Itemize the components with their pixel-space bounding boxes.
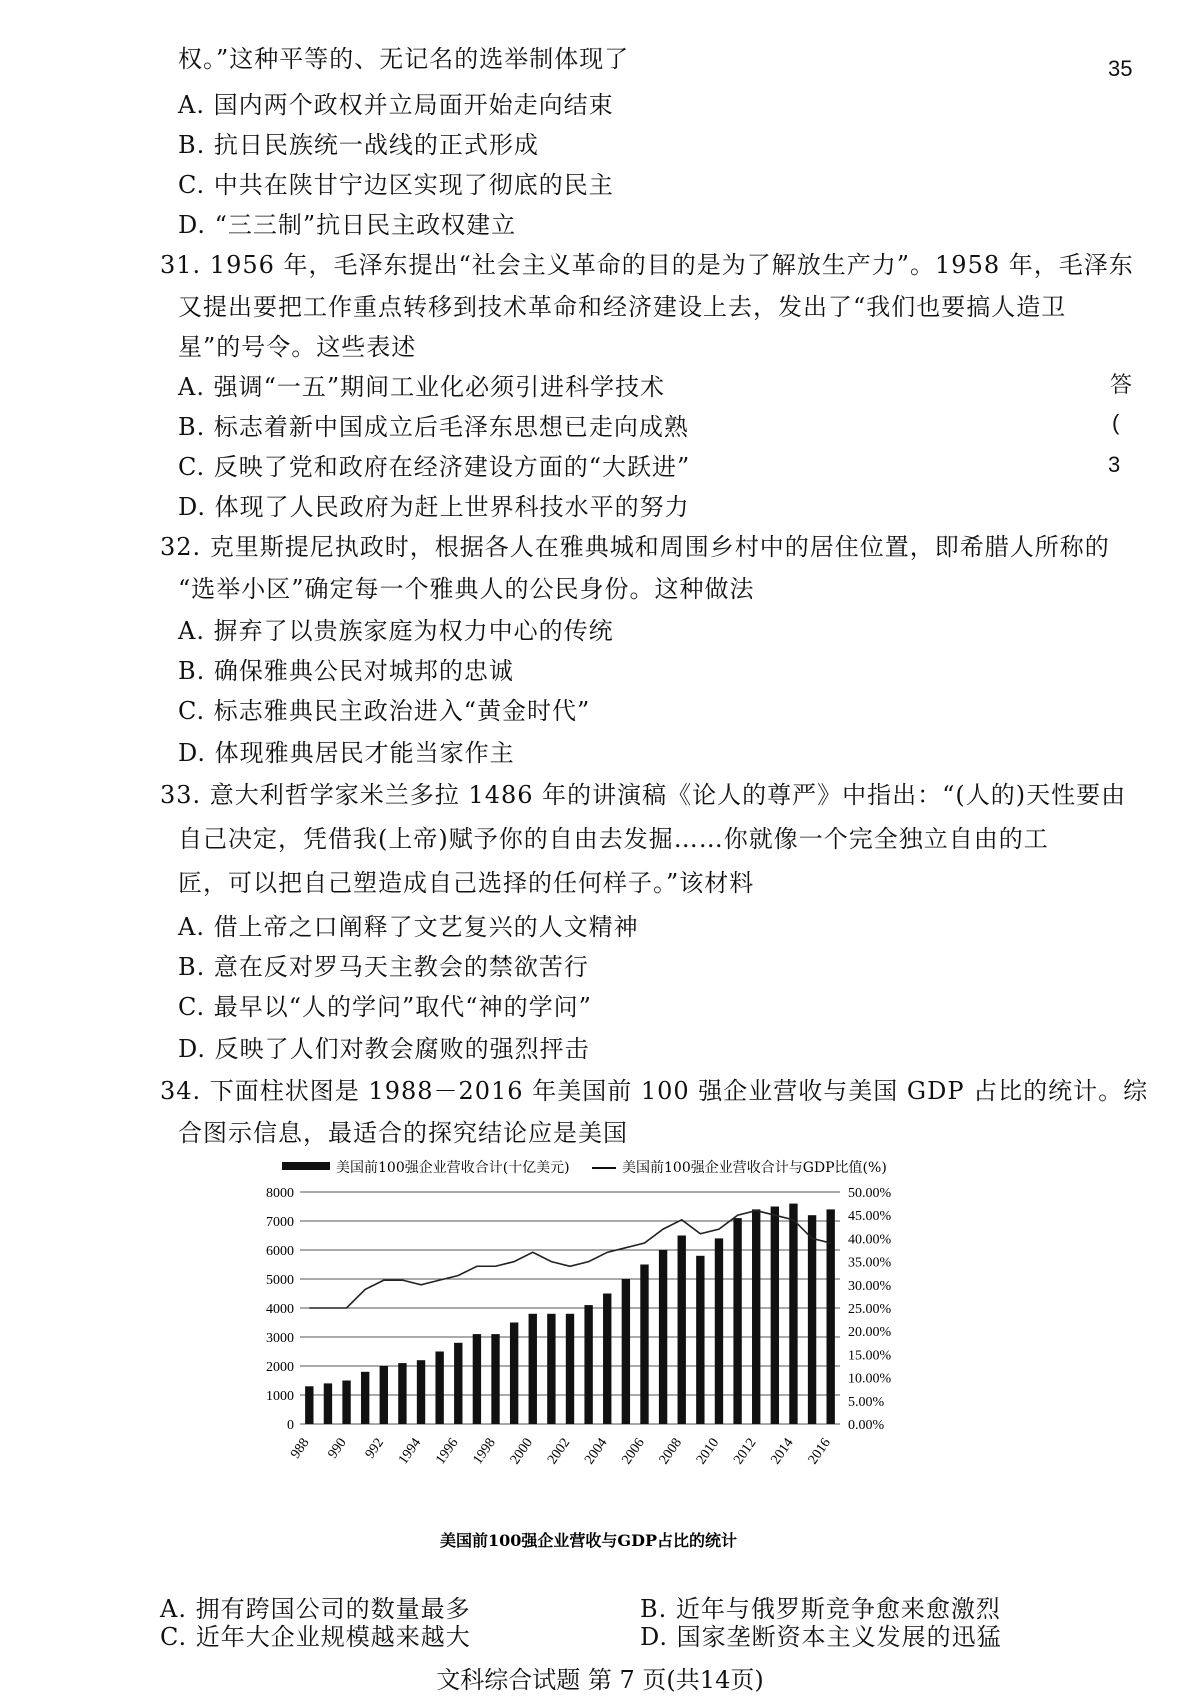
y-left-tick-label: 1000 [266,1389,294,1404]
answer-option: A. 强调“一五”期间工业化必须引进科学技术 [178,373,666,401]
y-right-tick-label: 40.00% [848,1232,892,1248]
x-tick-label: 992 [362,1435,388,1462]
answer-option: C. 反映了党和政府在经济建设方面的“大跃进” [178,453,691,481]
x-tick-label: 2000 [507,1435,537,1468]
answer-option: A. 借上帝之口阐释了文艺复兴的人文精神 [178,913,639,941]
bar-revenue [361,1372,369,1424]
bar-revenue [715,1238,723,1424]
question-text: 32. 克里斯提尼执政时，根据各人在雅典城和周围乡村中的居住位置，即希腊人所称的 [160,533,1110,561]
bar-revenue [808,1215,816,1424]
question-text: 34. 下面柱状图是 1988－2016 年美国前 100 强企业营收与美国 GDP 占比的统计。综 [160,1077,1149,1105]
x-tick-label: 2010 [693,1435,723,1468]
y-right-tick-label: 25.00% [848,1302,892,1317]
question-text: 权。”这种平等的、无记名的选举制体现了 [178,45,630,73]
answer-option: A. 国内两个政权并立局面开始走向结束 [178,91,614,119]
answer-option: C. 最早以“人的学问”取代“神的学问” [178,993,592,1021]
y-left-tick-label: 4000 [266,1302,294,1317]
bar-revenue [342,1381,350,1425]
x-tick-label: 2008 [656,1435,686,1468]
bar-revenue [733,1218,741,1424]
question-text: 匠，可以把自己塑造成自己选择的任何样子。”该材料 [178,869,755,897]
legend-bar-label: 美国前100强企业营收合计(十亿美元) [336,1160,570,1176]
answer-option: C. 标志雅典民主政治进入“黄金时代” [178,697,591,725]
y-right-tick-label: 5.00% [848,1394,885,1410]
answer-option: B. 近年与俄罗斯竞争愈来愈激烈 [640,1595,1001,1623]
y-right-tick-label: 35.00% [848,1255,892,1271]
bar-revenue [417,1360,425,1424]
bar-revenue [398,1363,406,1424]
y-left-tick-label: 2000 [266,1360,294,1375]
answer-option: D. 反映了人们对教会腐败的强烈抨击 [178,1035,590,1063]
margin-fragment: ( [1112,410,1120,435]
y-right-tick-label: 30.00% [848,1278,892,1294]
answer-option: D. 体现雅典居民才能当家作主 [178,739,515,767]
y-left-tick-label: 8000 [266,1186,294,1201]
question-text: 31. 1956 年，毛泽东提出“社会主义革命的目的是为了解放生产力”。1958 年，毛泽东 [160,251,1134,279]
y-right-tick-label: 10.00% [848,1371,892,1387]
y-right-tick-label: 50.00% [848,1186,892,1201]
question-text: 33. 意大利哲学家米兰多拉 1486 年的讲演稿《论人的尊严》中指出：“(人的)天性要由 [160,781,1127,809]
y-left-tick-label: 5000 [266,1273,294,1288]
bar-revenue [696,1256,704,1424]
y-left-tick-label: 0 [287,1418,294,1433]
x-tick-label: 2012 [731,1435,760,1468]
y-left-tick-label: 6000 [266,1244,294,1259]
answer-option: A. 拥有跨国公司的数量最多 [160,1595,471,1623]
answer-option: B. 抗日民族统一战线的正式形成 [178,131,539,159]
x-tick-label: 1998 [470,1435,499,1468]
margin-fragment: 答 [1110,372,1133,397]
bar-revenue [640,1265,648,1425]
answer-option: D. 国家垄断资本主义发展的迅猛 [640,1623,1002,1651]
y-right-tick-label: 0.00% [848,1418,885,1433]
x-tick-label: 2002 [544,1435,574,1468]
bar-revenue [454,1343,462,1424]
y-left-tick-label: 7000 [266,1215,294,1230]
answer-option: C. 中共在陕甘宁边区实现了彻底的民主 [178,171,614,199]
bar-revenue [529,1314,537,1424]
question-text: 星”的号令。这些表述 [178,333,417,361]
page-footer: 文科综合试题 第 7 页(共14页) [436,1666,764,1694]
answer-option: D. “三三制”抗日民主政权建立 [178,211,517,239]
x-tick-label: 990 [325,1435,350,1462]
bar-revenue [771,1207,779,1425]
answer-option: B. 确保雅典公民对城邦的忠诚 [178,657,514,685]
bar-revenue [473,1334,481,1424]
chart-title: 美国前100强企业营收与GDP占比的统计 [440,1531,737,1550]
x-tick-label: 1996 [433,1435,462,1468]
x-tick-label: 2016 [805,1435,834,1468]
x-tick-label: 2004 [582,1435,611,1468]
bar-revenue [603,1294,611,1425]
legend-line-label: 美国前100强企业营收合计与GDP比值(%) [622,1160,887,1176]
bar-revenue [584,1305,592,1424]
answer-option: B. 标志着新中国成立后毛泽东思想已走向成熟 [178,413,689,441]
bar-revenue [324,1383,332,1424]
answer-option: A. 摒弃了以贵族家庭为权力中心的传统 [178,617,614,645]
bar-revenue [491,1334,499,1424]
margin-number: 35 [1108,56,1133,81]
bar-revenue [435,1352,443,1425]
answer-option: D. 体现了人民政府为赶上世界科技水平的努力 [178,493,690,521]
x-tick-label: 988 [288,1435,313,1462]
margin-fragment: 3 [1108,452,1121,477]
x-tick-label: 1994 [395,1435,425,1468]
x-tick-label: 2014 [768,1435,797,1468]
bar-revenue [622,1279,630,1424]
bar-revenue [659,1250,667,1424]
y-right-tick-label: 20.00% [848,1325,892,1341]
bar-revenue [566,1314,574,1424]
bar-revenue [789,1204,797,1424]
y-right-tick-label: 15.00% [848,1348,892,1364]
question-text: 自己决定，凭借我(上帝)赋予你的自由去发掘……你就像一个完全独立自由的工 [178,825,1049,853]
answer-option: C. 近年大企业规模越来越大 [160,1623,471,1651]
bar-revenue [305,1386,313,1424]
bar-line-chart [240,1156,960,1556]
question-text: “选举小区”确定每一个雅典人的公民身份。这种做法 [178,575,755,603]
answer-option: B. 意在反对罗马天主教会的禁欲苦行 [178,953,589,981]
legend-bar-swatch [282,1162,330,1170]
bar-revenue [510,1323,518,1425]
y-left-tick-label: 3000 [266,1331,294,1346]
bar-revenue [752,1209,760,1424]
question-text: 又提出要把工作重点转移到技术革命和经济建设上去，发出了“我们也要搞人造卫 [178,293,1067,321]
chart-legend [282,1159,887,1176]
bar-revenue [547,1314,555,1424]
question-text: 合图示信息，最适合的探究结论应是美国 [178,1119,628,1147]
bar-revenue [380,1366,388,1424]
x-tick-label: 2006 [619,1435,648,1468]
y-right-tick-label: 45.00% [848,1209,892,1225]
bar-revenue [678,1236,686,1425]
